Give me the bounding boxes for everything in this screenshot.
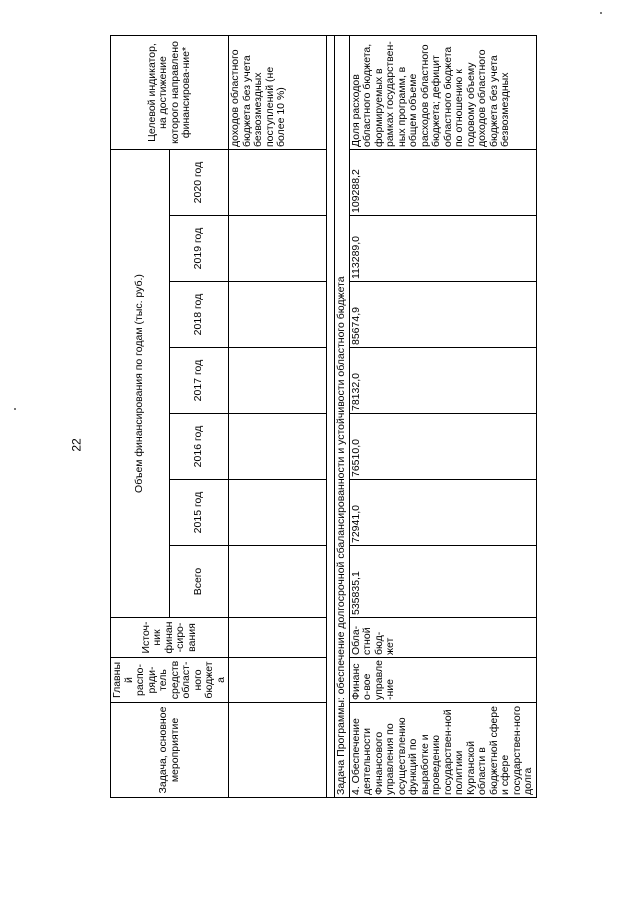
header-2017: 2017 год xyxy=(170,348,229,414)
header-total: Всего xyxy=(170,546,229,618)
header-source: Источ-ник финан-сиро-вания xyxy=(111,618,229,658)
section-title: Задача Программы: обеспечение долгосрочной сбалансированности и устойчивости областного бюджета xyxy=(335,36,350,798)
cell-empty xyxy=(229,618,327,658)
cell-empty xyxy=(229,546,327,618)
continued-indicator: доходов областного бюджета без учета безвозмездных поступлений (не более 10 %) xyxy=(229,36,327,150)
header-indicator: Целевой индикатор, на достижение которого направлено финансирова-ние* xyxy=(111,36,229,150)
cell-empty xyxy=(229,414,327,480)
cell-empty xyxy=(229,658,327,703)
cell-empty xyxy=(229,150,327,216)
source-cell: Обла-стной бюд-жет xyxy=(349,618,536,658)
value-2018: 85674,9 xyxy=(349,282,536,348)
header-2015: 2015 год xyxy=(170,480,229,546)
row-number: 4. xyxy=(349,786,362,795)
continued-row xyxy=(229,36,327,798)
value-2015: 72941,0 xyxy=(349,480,536,546)
cell-empty xyxy=(229,216,327,282)
value-2019: 113289,0 xyxy=(349,216,536,282)
scan-speck xyxy=(600,12,602,14)
header-manager: Главный распо-ряди-тель средств област-ного бюджета xyxy=(111,658,229,703)
spacer-row xyxy=(327,36,335,798)
task-text: Обеспечение деятельности Финансового управления по осуществлению функций по выработке и проведению государствен-ной политики Курганской области в бюджетной сфере и сфере государствен-ного долга xyxy=(349,705,534,795)
task-cell xyxy=(349,703,536,798)
header-2018: 2018 год xyxy=(170,282,229,348)
total-cell: 535835,1 xyxy=(349,546,536,618)
cell-empty xyxy=(327,36,335,798)
cell-empty xyxy=(229,480,327,546)
cell-empty xyxy=(229,282,327,348)
section-row xyxy=(335,36,350,798)
header-2020: 2020 год xyxy=(170,150,229,216)
header-task: Задача, основное мероприятие xyxy=(111,703,229,798)
manager-cell: Финансо-вое управле-ние xyxy=(349,658,536,703)
funding-table xyxy=(110,35,537,798)
scan-speck xyxy=(14,408,16,410)
header-2019: 2019 год xyxy=(170,216,229,282)
header-2016: 2016 год xyxy=(170,414,229,480)
header-funding-group: Объем финансирования по годам (тыс. руб.) xyxy=(111,150,170,618)
rotated-table-container xyxy=(110,41,611,798)
page-number: 22 xyxy=(69,438,84,452)
cell-empty xyxy=(229,703,327,798)
header-row-1 xyxy=(111,36,170,798)
value-2020: 109288,2 xyxy=(349,150,536,216)
value-2017: 78132,0 xyxy=(349,348,536,414)
value-2016: 76510,0 xyxy=(349,414,536,480)
cell-empty xyxy=(229,348,327,414)
table-row xyxy=(349,36,536,798)
indicator-cell: Доля расходов областного бюджета, формируемых в рамках государствен-ных программ, в общем объеме расходов областного бюджета; дефицит областного бюджета по отношению к годовому объему доходов областного бюджета без учета безвозмездных xyxy=(349,36,536,150)
